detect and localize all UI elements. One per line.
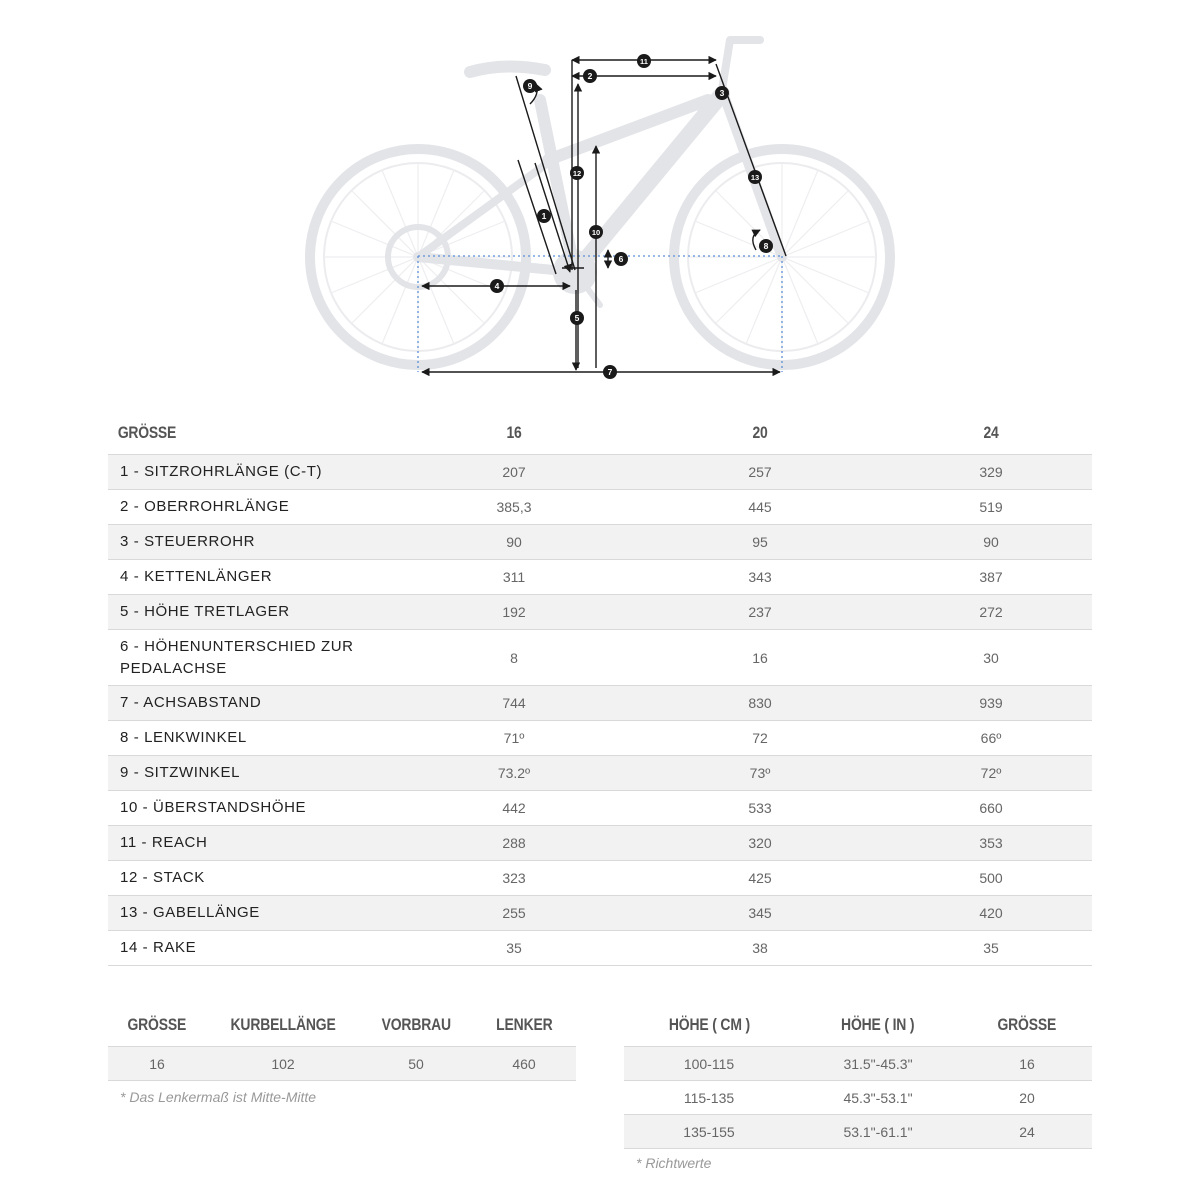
cell-20: 345	[630, 896, 890, 931]
cell-24: 660	[890, 791, 1092, 826]
size-header-size: GRÖSSE	[997, 1015, 1057, 1034]
components-table	[108, 1004, 576, 1081]
cell-24: 30	[890, 630, 1092, 686]
geometry-header-row	[108, 412, 1092, 455]
table-row	[108, 896, 1092, 931]
row-label: 3 - STEUERROHR	[108, 525, 398, 560]
cell-16: 207	[398, 455, 630, 490]
cell-20: 830	[630, 686, 890, 721]
size-16-header: 16	[506, 423, 522, 442]
cell-in: 31.5"-45.3"	[794, 1047, 962, 1081]
cell-size: 16	[108, 1047, 206, 1081]
cell-16: 73.2º	[398, 756, 630, 791]
cell-16: 744	[398, 686, 630, 721]
comp-header-handlebar: LENKER	[495, 1015, 553, 1034]
svg-text:8: 8	[763, 241, 769, 251]
cell-20: 343	[630, 560, 890, 595]
svg-text:7: 7	[607, 367, 613, 377]
cell-16: 71º	[398, 721, 630, 756]
cell-24: 66º	[890, 721, 1092, 756]
table-row	[624, 1081, 1092, 1115]
svg-text:4: 4	[494, 281, 500, 291]
cell-20: 72	[630, 721, 890, 756]
row-label: 4 - KETTENLÄNGER	[108, 560, 398, 595]
cell-20: 533	[630, 791, 890, 826]
marker-13	[748, 170, 762, 184]
cell-24: 72º	[890, 756, 1092, 791]
cell-24: 939	[890, 686, 1092, 721]
cell-24: 420	[890, 896, 1092, 931]
sizing-header-row	[624, 1004, 1092, 1047]
svg-text:2: 2	[587, 71, 593, 81]
cell-16: 192	[398, 595, 630, 630]
cell-cm: 135-155	[624, 1115, 794, 1149]
row-label: 8 - LENKWINKEL	[108, 721, 398, 756]
marker-6	[614, 252, 628, 266]
comp-header-crank: KURBELLÄNGE	[230, 1015, 336, 1034]
marker-9	[523, 79, 537, 93]
cell-16: 35	[398, 931, 630, 966]
cell-24: 353	[890, 826, 1092, 861]
cell-16: 385,3	[398, 490, 630, 525]
row-label: 1 - SITZROHRLÄNGE (C-T)	[108, 455, 398, 490]
marker-12	[570, 166, 584, 180]
cell-20: 38	[630, 931, 890, 966]
cell-cm: 115-135	[624, 1081, 794, 1115]
row-label: 7 - ACHSABSTAND	[108, 686, 398, 721]
marker-11	[637, 54, 651, 68]
cell-24: 329	[890, 455, 1092, 490]
cell-24: 500	[890, 861, 1092, 896]
cell-size: 16	[962, 1047, 1092, 1081]
svg-text:3: 3	[719, 88, 725, 98]
table-row	[108, 861, 1092, 896]
cell-20: 445	[630, 490, 890, 525]
table-row	[108, 630, 1092, 686]
cell-size: 20	[962, 1081, 1092, 1115]
cell-handlebar: 460	[472, 1047, 576, 1081]
cell-20: 73º	[630, 756, 890, 791]
table-row	[108, 455, 1092, 490]
table-row	[108, 756, 1092, 791]
table-row	[108, 490, 1092, 525]
cell-16: 255	[398, 896, 630, 931]
marker-5	[570, 311, 584, 325]
comp-header-size: GRÖSSE	[127, 1015, 187, 1034]
row-label: 13 - GABELLÄNGE	[108, 896, 398, 931]
cell-in: 45.3"-53.1"	[794, 1081, 962, 1115]
marker-2	[583, 69, 597, 83]
bike-silhouette	[310, 40, 890, 365]
row-label: 5 - HÖHE TRETLAGER	[108, 595, 398, 630]
svg-text:12: 12	[572, 169, 582, 178]
svg-text:13: 13	[750, 173, 760, 182]
table-row	[108, 595, 1092, 630]
cell-24: 90	[890, 525, 1092, 560]
row-label: 14 - RAKE	[108, 931, 398, 966]
table-row	[108, 525, 1092, 560]
cell-20: 237	[630, 595, 890, 630]
cell-24: 387	[890, 560, 1092, 595]
cell-24: 272	[890, 595, 1092, 630]
cell-cm: 100-115	[624, 1047, 794, 1081]
sizing-table	[624, 1004, 1092, 1149]
cell-crank: 102	[206, 1047, 360, 1081]
table-row	[624, 1047, 1092, 1081]
marker-4	[490, 279, 504, 293]
marker-7	[603, 365, 617, 379]
table-row	[108, 560, 1092, 595]
components-header-row	[108, 1004, 576, 1047]
table-row	[108, 931, 1092, 966]
svg-text:6: 6	[618, 254, 624, 264]
cell-16: 90	[398, 525, 630, 560]
marker-8	[759, 239, 773, 253]
cell-20: 95	[630, 525, 890, 560]
svg-text:11: 11	[640, 57, 648, 66]
cell-16: 8	[398, 630, 630, 686]
size-20-header: 20	[752, 423, 768, 442]
cell-24: 35	[890, 931, 1092, 966]
sizing-footnote: * Richtwerte	[636, 1155, 712, 1171]
cell-stem: 50	[360, 1047, 472, 1081]
table-row	[108, 721, 1092, 756]
svg-text:5: 5	[574, 313, 580, 323]
row-label: 2 - OBERROHRLÄNGE	[108, 490, 398, 525]
row-label: 10 - ÜBERSTANDSHÖHE	[108, 791, 398, 826]
table-row	[624, 1115, 1092, 1149]
cell-20: 320	[630, 826, 890, 861]
svg-text:1: 1	[541, 211, 547, 221]
row-label: 11 - REACH	[108, 826, 398, 861]
svg-text:10: 10	[591, 228, 601, 237]
cell-16: 311	[398, 560, 630, 595]
svg-text:9: 9	[527, 81, 533, 91]
bike-geometry-diagram	[0, 0, 1200, 400]
cell-size: 24	[962, 1115, 1092, 1149]
table-row	[108, 686, 1092, 721]
row-label: 6 - HÖHENUNTERSCHIED ZUR PEDALACHSE	[108, 630, 398, 686]
comp-header-stem: VORBRAU	[381, 1015, 451, 1034]
cell-in: 53.1"-61.1"	[794, 1115, 962, 1149]
marker-3	[715, 86, 729, 100]
size-header-cm: HÖHE ( CM )	[668, 1015, 750, 1034]
size-header-in: HÖHE ( IN )	[841, 1015, 915, 1034]
cell-16: 323	[398, 861, 630, 896]
size-24-header: 24	[983, 423, 999, 442]
marker-10	[589, 225, 603, 239]
size-header: GRÖSSE	[117, 423, 177, 442]
cell-20: 425	[630, 861, 890, 896]
geometry-table	[108, 412, 1092, 966]
row-label: 12 - STACK	[108, 861, 398, 896]
cell-16: 442	[398, 791, 630, 826]
components-footnote: * Das Lenkermaß ist Mitte-Mitte	[120, 1089, 317, 1105]
table-row	[108, 791, 1092, 826]
cell-20: 257	[630, 455, 890, 490]
cell-20: 16	[630, 630, 890, 686]
table-row	[108, 1047, 576, 1081]
table-row	[108, 826, 1092, 861]
marker-1	[537, 209, 551, 223]
row-label: 9 - SITZWINKEL	[108, 756, 398, 791]
cell-16: 288	[398, 826, 630, 861]
cell-24: 519	[890, 490, 1092, 525]
